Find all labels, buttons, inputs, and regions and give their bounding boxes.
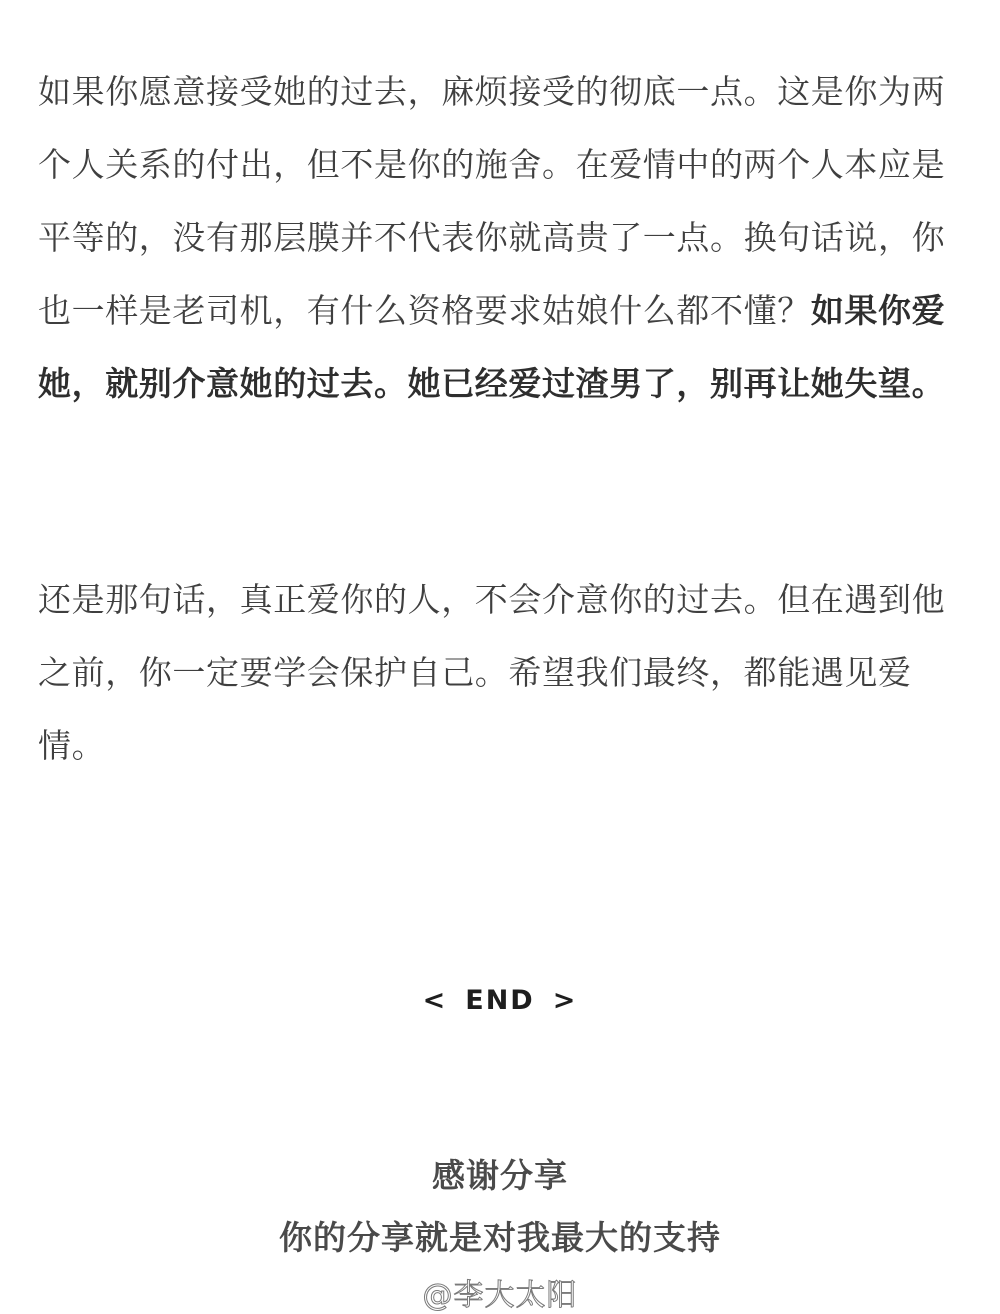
paragraph-1-emphasis: 如果你爱她，就别介意她的过去。她已经爱过渣男了，别再让她失望。 [38,291,946,403]
end-marker [0,985,1000,1016]
footer-title: 感谢分享 [432,1156,568,1195]
watermark: @李大太阳 [422,1278,578,1313]
article-paragraph-2: 还是那句话，真正爱你的人，不会介意你的过去。但在遇到他之前，你一定要学会保护自己。希望我们最终，都能遇见爱情。 [38,580,946,765]
chevron-left-icon: < [422,985,448,1016]
paragraph-1-text: 如果你愿意接受她的过去，麻烦接受的彻底一点。这是你为两个人关系的付出，但不是你的施舍。在爱情中的两个人本应是平等的，没有那层膜并不代表你就高贵了一点。换句话说，你也一样是老司机，有什么资格要求姑娘什么都不懂？ [38,72,946,330]
article-paragraph-1 [38,55,968,420]
chevron-right-icon: > [552,985,578,1016]
footer-subtitle: 你的分享就是对我最大的支持 [279,1218,721,1257]
end-label: END [465,985,535,1016]
